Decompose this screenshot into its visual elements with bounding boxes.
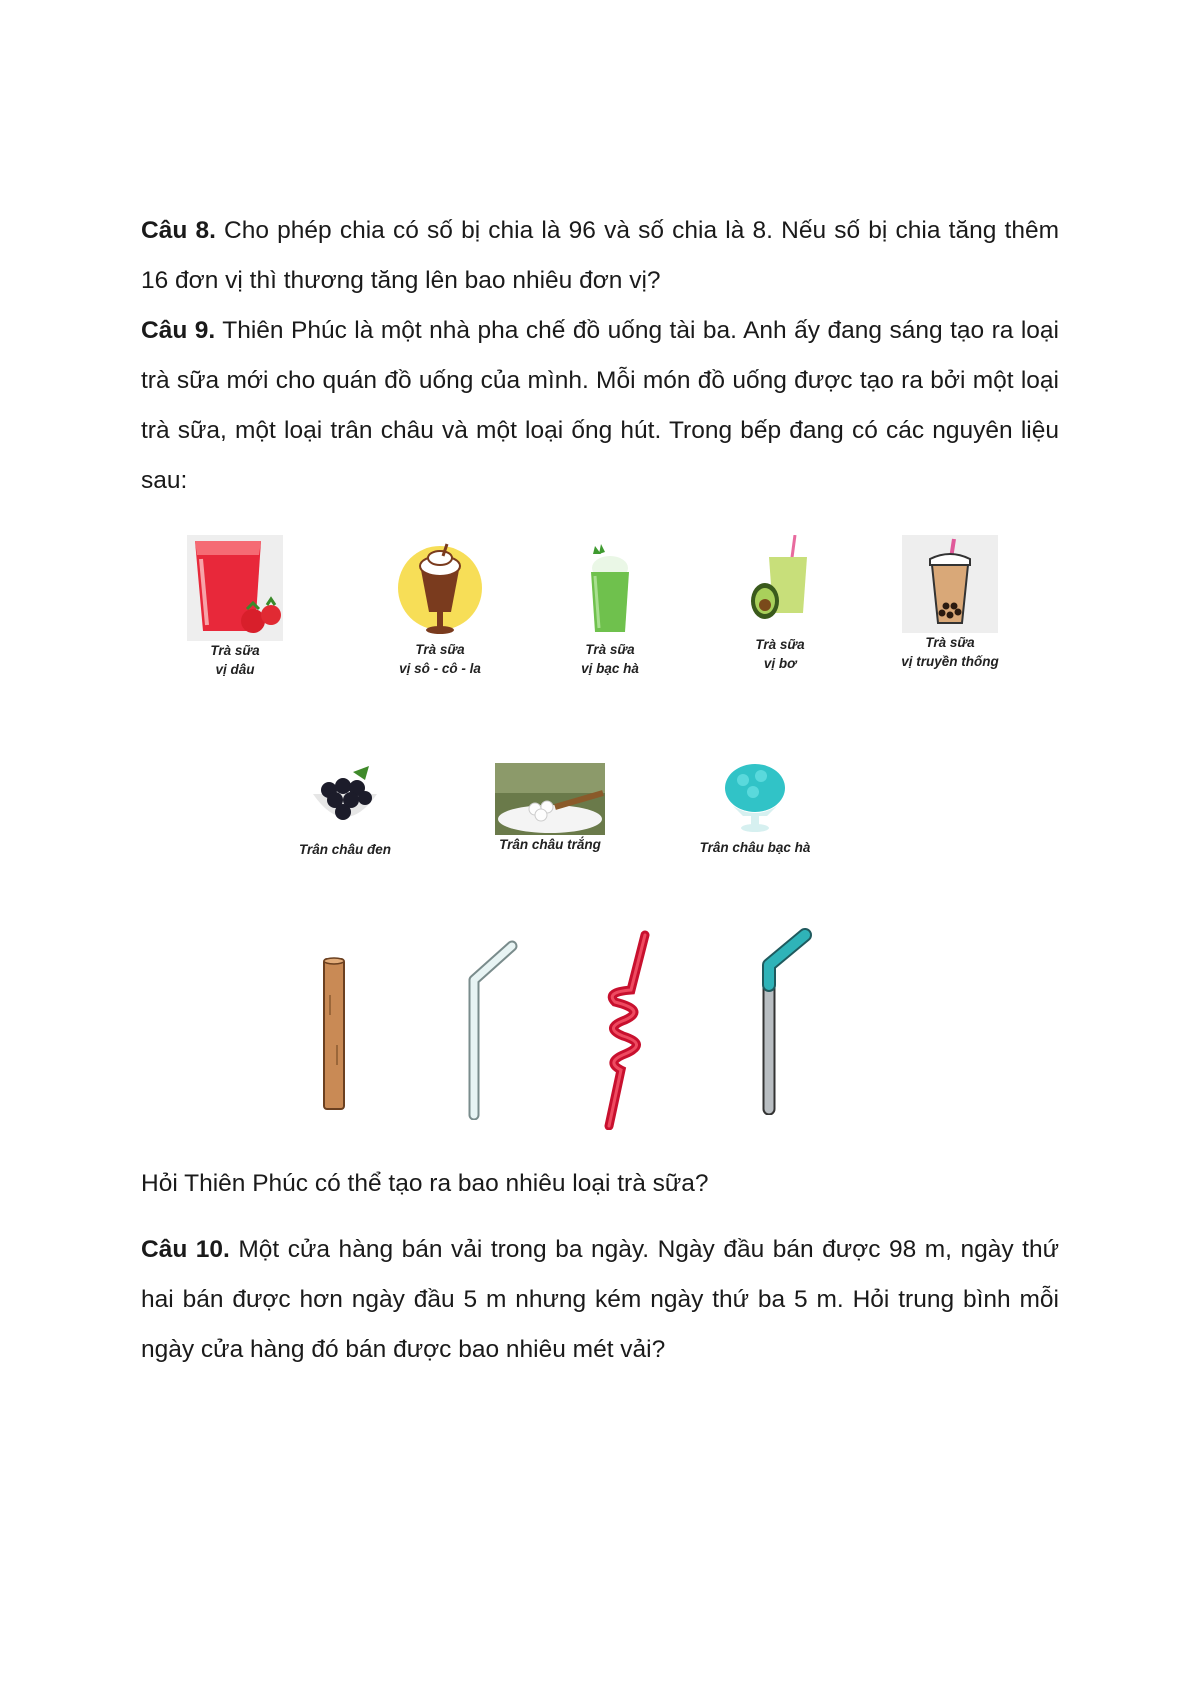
- tea-traditional: [880, 535, 1020, 671]
- tea-chocolate-line1: Trà sữa: [415, 642, 465, 657]
- pearl-mint-label: Trân châu bạc hà: [699, 840, 811, 855]
- strawberry-tea-icon: [187, 535, 283, 641]
- tea-avocado-line2: vị bơ: [763, 656, 797, 671]
- question-10: [141, 1225, 1059, 1375]
- question-8-text: Cho phép chia có số bị chia là 96 và số chia là 8. Nếu số bị chia tăng thêm 16 đơn vị thì thương tăng lên bao nhiêu đơn vị?: [141, 217, 1059, 294]
- pearl-black: [290, 760, 400, 859]
- mint-tea-icon: [575, 540, 645, 640]
- metal-straw-icon: [755, 925, 815, 1115]
- question-10-label: Câu 10.: [141, 1236, 230, 1263]
- avocado-tea-icon: [745, 535, 815, 635]
- red-curly-straw-icon: [595, 930, 655, 1130]
- black-pearls-icon: [305, 760, 385, 840]
- tea-mint: [555, 540, 665, 678]
- question-8-label: Câu 8.: [141, 217, 216, 244]
- question-9-ask: Hỏi Thiên Phúc có thể tạo ra bao nhiêu loại trà sữa?: [141, 1170, 709, 1197]
- tea-mint-line2: vị bạc hà: [581, 661, 639, 676]
- tea-chocolate-line2: vị sô - cô - la: [399, 661, 481, 676]
- pearl-black-label: Trân châu đen: [298, 842, 392, 857]
- pearl-white-label: Trân châu trắng: [499, 837, 601, 852]
- tea-avocado-line1: Trà sữa: [755, 637, 805, 652]
- bubble-tea-icon: [902, 535, 998, 633]
- tea-strawberry: [180, 535, 290, 679]
- clear-bent-straw-icon: [460, 940, 520, 1120]
- tea-mint-line1: Trà sữa: [585, 642, 635, 657]
- pearl-white: [490, 763, 610, 854]
- chocolate-shake-icon: [395, 540, 485, 640]
- tea-chocolate: [380, 540, 500, 678]
- tea-avocado: [725, 535, 835, 673]
- question-8: [141, 206, 1059, 306]
- tea-traditional-line2: vị truyền thống: [901, 654, 999, 669]
- tea-strawberry-line2: vị dâu: [215, 662, 255, 677]
- mint-pearls-icon: [715, 758, 795, 838]
- tea-traditional-line1: Trà sữa: [925, 635, 975, 650]
- question-10-text: Một cửa hàng bán vải trong ba ngày. Ngày đầu bán được 98 m, ngày thứ hai bán được hơn ngày đầu 5 m nhưng kém ngày thứ ba 5 m. Hỏi trung bình mỗi ngày cửa hàng đó bán được bao nhiêu mét vải?: [141, 1236, 1059, 1363]
- pearl-mint: [690, 758, 820, 857]
- question-9: [141, 306, 1059, 506]
- question-9-text: Thiên Phúc là một nhà pha chế đồ uống tài ba. Anh ấy đang sáng tạo ra loại trà sữa mới cho quán đồ uống của mình. Mỗi món đồ uống được tạo ra bởi một loại trà sữa, một loại trân châu và một loại ống hút. Trong bếp đang có các nguyên liệu sau:: [141, 317, 1059, 494]
- wooden-straw-icon: [320, 955, 350, 1115]
- white-pearls-icon: [495, 763, 605, 835]
- question-9-label: Câu 9.: [141, 317, 216, 344]
- tea-strawberry-line1: Trà sữa: [210, 643, 260, 658]
